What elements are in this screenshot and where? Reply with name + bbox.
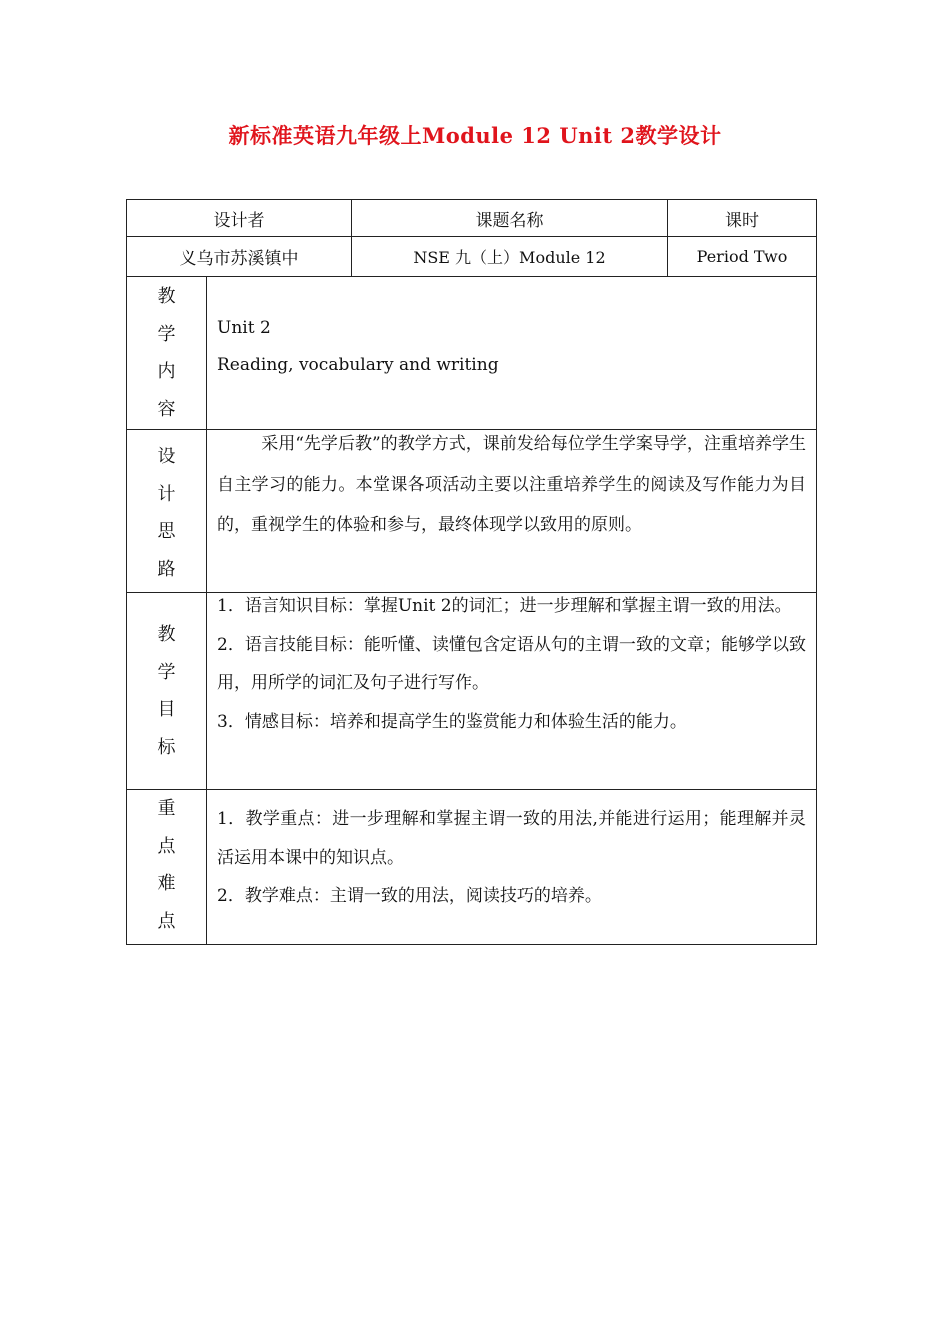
keypoints-body: [207, 790, 817, 945]
header-period: 课时: [668, 200, 817, 237]
label-char: 学: [157, 661, 176, 683]
goals-row: [127, 593, 817, 790]
design-body: [207, 430, 817, 593]
header-designer: 设计者: [127, 200, 352, 237]
label-char: 重: [157, 798, 176, 819]
design-row: [127, 430, 817, 593]
lesson-plan-table: [126, 199, 817, 945]
design-label: [127, 430, 207, 593]
goals-body: [207, 593, 817, 790]
label-char: 点: [157, 910, 176, 932]
document-title: 新标准英语九年级上Module 12 Unit 2教学设计: [228, 123, 722, 148]
label-char: 教: [157, 624, 176, 645]
keypoint-item: 2．教学难点：主谓一致的用法，阅读技巧的培养。: [217, 886, 602, 906]
label-char: 计: [157, 483, 176, 505]
label-char: 教: [157, 286, 176, 307]
label-char: 学: [157, 323, 176, 345]
label-char: 思: [157, 521, 176, 542]
goal-item: 3．情感目标：培养和提高学生的鉴赏能力和体验生活的能力。: [217, 711, 687, 732]
goals-label: [127, 593, 207, 790]
header-topic: 课题名称: [352, 200, 668, 237]
label-char: 点: [157, 835, 176, 857]
goal-item: 2．语言技能目标：能听懂、读懂包含定语从句的主谓一致的文章；能够学以致用，用所学的词汇及句子进行写作。: [217, 634, 806, 693]
info-designer: 义乌市苏溪镇中: [127, 237, 352, 277]
label-char: 难: [157, 873, 176, 894]
label-char: 内: [157, 361, 176, 382]
info-period: Period Two: [668, 237, 817, 277]
keypoints-label: [127, 790, 207, 945]
content-line: Unit 2: [217, 318, 271, 338]
info-topic: NSE 九（上）Module 12: [352, 237, 668, 277]
content-line: Reading, vocabulary and writing: [217, 355, 499, 375]
design-paragraph: 采用“先学后教”的教学方式，课前发给每位学生学案导学，注重培养学生自主学习的能力。本堂课各项活动主要以注重培养学生的阅读及写作能力为目的，重视学生的体验和参与，最终体现学以致用的原则。: [217, 434, 806, 535]
label-char: 设: [157, 446, 176, 467]
label-char: 路: [157, 558, 176, 580]
goal-item: 1．语言知识目标：掌握Unit 2的词汇；进一步理解和掌握主谓一致的用法。: [217, 596, 792, 616]
header-row: [127, 200, 817, 237]
keypoint-item: 1．教学重点：进一步理解和掌握主谓一致的用法,并能进行运用；能理解并灵活运用本课中的知识点。: [217, 809, 806, 868]
keypoints-row: [127, 790, 817, 945]
label-char: 目: [157, 699, 176, 720]
label-char: 容: [157, 398, 176, 420]
content-body: [207, 277, 817, 430]
content-label: [127, 277, 207, 430]
label-char: 标: [157, 736, 176, 758]
content-row: [127, 277, 817, 430]
info-row: [127, 237, 817, 277]
